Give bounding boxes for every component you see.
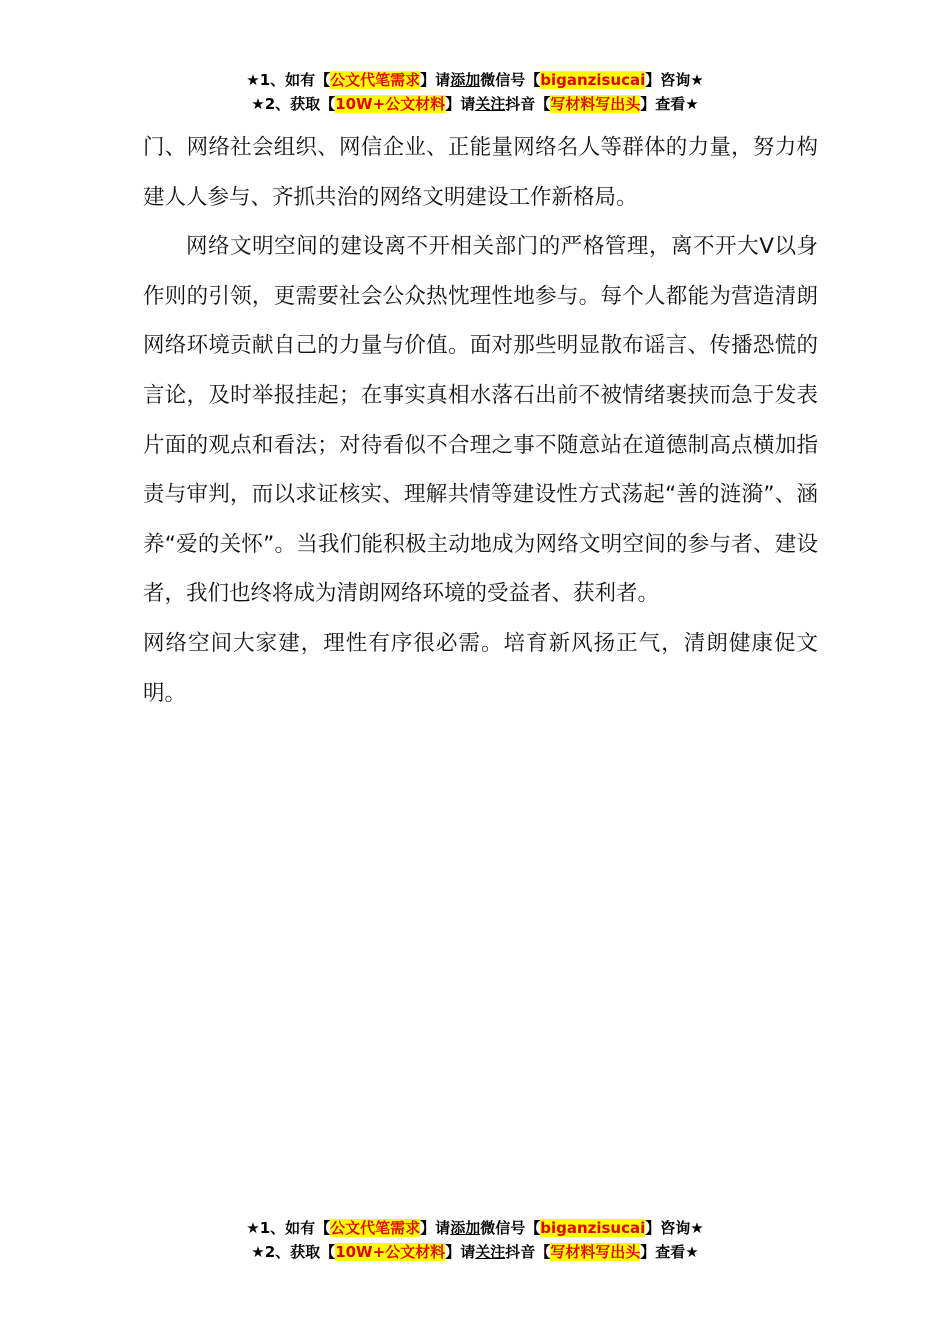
follow-emphasis: 关注 (475, 1243, 506, 1261)
document-body (143, 123, 818, 718)
footer-banner (0, 1216, 950, 1264)
paragraph-continuation: 门、网络社会组织、网信企业、正能量网络名人等群体的力量，努力构建人人参与、齐抓共治的网络文明建设工作新格局。 (143, 135, 818, 210)
douyin-account-highlight: 写材料写出头 (550, 95, 641, 113)
footer-banner-line-1: ★1、如有【公文代笔需求】请添加微信号【biganzisucai】咨询★ (246, 1219, 704, 1237)
douyin-account-highlight: 写材料写出头 (550, 1243, 641, 1261)
ghostwriting-service-highlight: 公文代笔需求 (330, 1219, 421, 1237)
paragraph-main: 网络文明空间的建设离不开相关部门的严格管理，离不开大V以身作则的引领，更需要社会公众热忱理性地参与。每个人都能为营造清朗网络环境贡献自己的力量与价值。面对那些明显散布谣言、传播恐慌的言论，及时举报挂起；在事实真相水落石出前不被情绪裹挟而急于发表片面的观点和看法；对待看似不合理之事不随意站在道德制高点横加指责与审判，而以求证核实、理解共情等建设性方式荡起“善的涟漪”、涵养“爱的关怀”。当我们能积极主动地成为网络文明空间的参与者、建设者，我们也终将成为清朗网络环境的受益者、获利者。 (143, 234, 818, 607)
paragraph-closing: 网络空间大家建，理性有序很必需。培育新风扬正气，清朗健康促文明。 (143, 630, 818, 706)
materials-highlight: 10W+公文材料 (335, 95, 446, 113)
header-banner-line-2: ★2、获取【10W+公文材料】请关注抖音【写材料写出头】查看★ (251, 95, 699, 113)
materials-highlight: 10W+公文材料 (335, 1243, 446, 1261)
ghostwriting-service-highlight: 公文代笔需求 (330, 71, 421, 89)
header-banner-line-1: ★1、如有【公文代笔需求】请添加微信号【biganzisucai】咨询★ (246, 71, 704, 89)
add-emphasis: 添加 (450, 1219, 481, 1237)
add-emphasis: 添加 (450, 71, 481, 89)
footer-banner-line-2: ★2、获取【10W+公文材料】请关注抖音【写材料写出头】查看★ (251, 1243, 699, 1261)
follow-emphasis: 关注 (475, 95, 506, 113)
wechat-id-highlight: biganzisucai (540, 71, 646, 89)
wechat-id-highlight: biganzisucai (540, 1219, 646, 1237)
header-banner (0, 68, 950, 116)
